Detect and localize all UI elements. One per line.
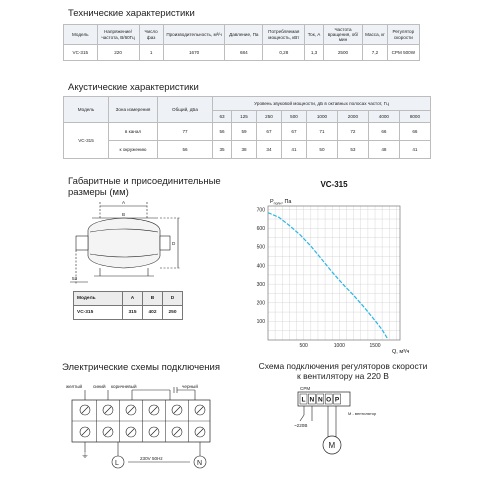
acoustic-total-duct: 77 [158,123,213,141]
regulator-diagram [290,385,410,465]
tech-header-rpm: Частота вращения, об/мин [323,25,363,45]
dim-label-a: A [122,200,126,205]
dims-header-b: B [143,292,163,306]
chart-x-tick-label: 1000 [333,343,345,349]
chart-title: VC-315 [320,180,348,189]
acoustic-header-band: Уровень звуковой мощности, дБ в октавных полосах частот, Гц [213,97,431,111]
dims-cell-model: VC-315 [74,306,123,320]
regulator-terminal-label: N [309,396,315,404]
chart-y-tick-label: 300 [256,281,265,288]
tech-header-phases: Число фаз [139,25,163,45]
wire-label-brown: коричневый [111,384,137,389]
tech-cell-voltage: 220 [97,45,139,61]
chart-y-tick-label: 600 [256,226,265,233]
regulator-terminal-label: P [334,396,340,404]
tech-header-voltage: Напряжение/ частота, В/60Гц [97,25,139,45]
tech-cell-rpm: 2500 [323,45,363,61]
chart-x-tick-label: 500 [299,343,308,349]
acoustic-table [63,96,431,159]
performance-chart [240,178,420,356]
motor-note: M - вентилятор [348,411,377,416]
dims-header-d: D [163,292,183,306]
acoustic-header-zone: Зона измерения [109,97,158,123]
acoustic-value: 48 [368,141,399,159]
chart-series-line [268,213,387,338]
tech-header-regulator: Регулятор скорости [387,25,419,45]
acoustic-value: 71 [306,123,337,141]
acoustic-header-total: Общий, дБа [158,97,213,123]
tech-cell-capacity: 1670 [163,45,225,61]
tech-cell-pressure: 684 [225,45,263,61]
tech-cell-regulator: CPM 500W [387,45,419,61]
dim-label-53: 53 [72,276,78,281]
acoustic-value: 72 [337,123,368,141]
wire-label-blue: синий [93,384,106,389]
tech-table [63,24,420,61]
acoustic-total-surroundings: 56 [158,141,213,159]
tech-header-mass: Масса, кг [363,25,387,45]
cpm-label: CPM [300,386,311,391]
chart-grid [268,206,400,340]
chart-y-tick-label: 100 [256,319,265,326]
regulator-title-line1: Схема подключения регуляторов скорости [258,361,428,371]
regulator-terminal-label: L [301,396,306,404]
chart-y-tick-label: 700 [256,207,265,214]
supply-label: 230V 50Hz [140,456,163,461]
dims-title-line2: размеры (мм) [68,187,129,199]
acoustic-zone-surroundings: к окружению [109,141,158,159]
freq-125: 125 [232,111,257,123]
ground-icon: ⏚ [81,451,89,460]
tech-cell-power: 0,28 [263,45,305,61]
acoustic-value: 53 [337,141,368,159]
regulator-title [248,362,438,382]
dims-cell-a: 315 [123,306,143,320]
freq-250: 250 [257,111,282,123]
tech-cell-phases: 1 [139,45,163,61]
tech-cell-mass: 7,2 [363,45,387,61]
acoustic-value: 67 [281,123,306,141]
dims-header-model: Модель [74,292,123,306]
dim-label-b: B [122,212,126,217]
wiring-diagram [60,382,220,474]
motor-label: M [328,441,336,450]
tech-cell-current: 1,3 [305,45,323,61]
regulator-terminal-label: O [326,396,332,404]
l-terminal-label: L [115,460,119,467]
acoustic-cell-model: VC-315 [64,123,109,159]
freq-2000: 2000 [337,111,368,123]
acoustic-value: 67 [257,123,282,141]
acoustic-value: 66 [399,123,430,141]
chart-y-tick-label: 400 [256,263,265,270]
chart-y-label-sub: полн [273,201,282,206]
chart-y-ticks [257,207,266,325]
dim-label-d: D [172,241,176,246]
acoustic-value: 41 [399,141,430,159]
chart-y-label [270,199,292,206]
freq-1000: 1000 [306,111,337,123]
tech-header-capacity: Производительность, м³/ч [163,25,225,45]
dims-cell-b: 402 [143,306,163,320]
dims-cell-d: 250 [163,306,183,320]
acoustic-zone-duct: в канал [109,123,158,141]
tech-header-current: Ток, А [305,25,323,45]
tech-title: Технические характеристики [68,8,195,19]
terminal-block [72,400,210,442]
tech-header-pressure: Давление, Па [225,25,263,45]
acoustic-value: 50 [306,141,337,159]
regulator-terminals [300,394,341,404]
dims-header-a: A [123,292,143,306]
freq-63: 63 [213,111,232,123]
acoustic-value: 56 [213,123,232,141]
acoustic-header-model: Модель [64,97,109,123]
freq-500: 500 [281,111,306,123]
chart-y-label-unit: , Па [281,199,292,205]
chart-x-tick-label: 1500 [369,343,381,349]
dims-table [73,291,183,320]
acoustic-value: 59 [232,123,257,141]
wire-label-black: черный [182,384,198,389]
regulator-title-line2: к вентилятору на 220 В [297,370,389,381]
chart-y-tick-label: 200 [256,300,265,307]
acoustic-value: 35 [213,141,232,159]
acoustic-title: Акустические характеристики [68,82,199,93]
acoustic-value: 41 [281,141,306,159]
regulator-supply-label: ~220В [294,423,308,428]
acoustic-value: 66 [368,123,399,141]
acoustic-value: 34 [257,141,282,159]
acoustic-value: 38 [232,141,257,159]
chart-y-tick-label: 500 [256,244,265,251]
tech-header-power: Потребляемая мощность, кВт [263,25,305,45]
tech-header-model: Модель [64,25,98,45]
n-terminal-label: N [197,460,203,467]
freq-8000: 8000 [399,111,430,123]
tech-cell-model: VC-315 [64,45,98,61]
fan-dimension-drawing [60,196,200,286]
chart-plot-frame [268,206,400,340]
chart-x-label: Q, м³/ч [392,349,410,355]
chart-x-ticks [300,343,381,349]
dims-title-line1: Габаритные и присоединительные [68,176,221,187]
wire-label-yellow: желтый [66,384,83,389]
freq-4000: 4000 [368,111,399,123]
chart-y-label-p: P [270,199,274,205]
wiring-title: Электрические схемы подключения [62,362,221,373]
regulator-terminal-label: N [317,396,323,404]
